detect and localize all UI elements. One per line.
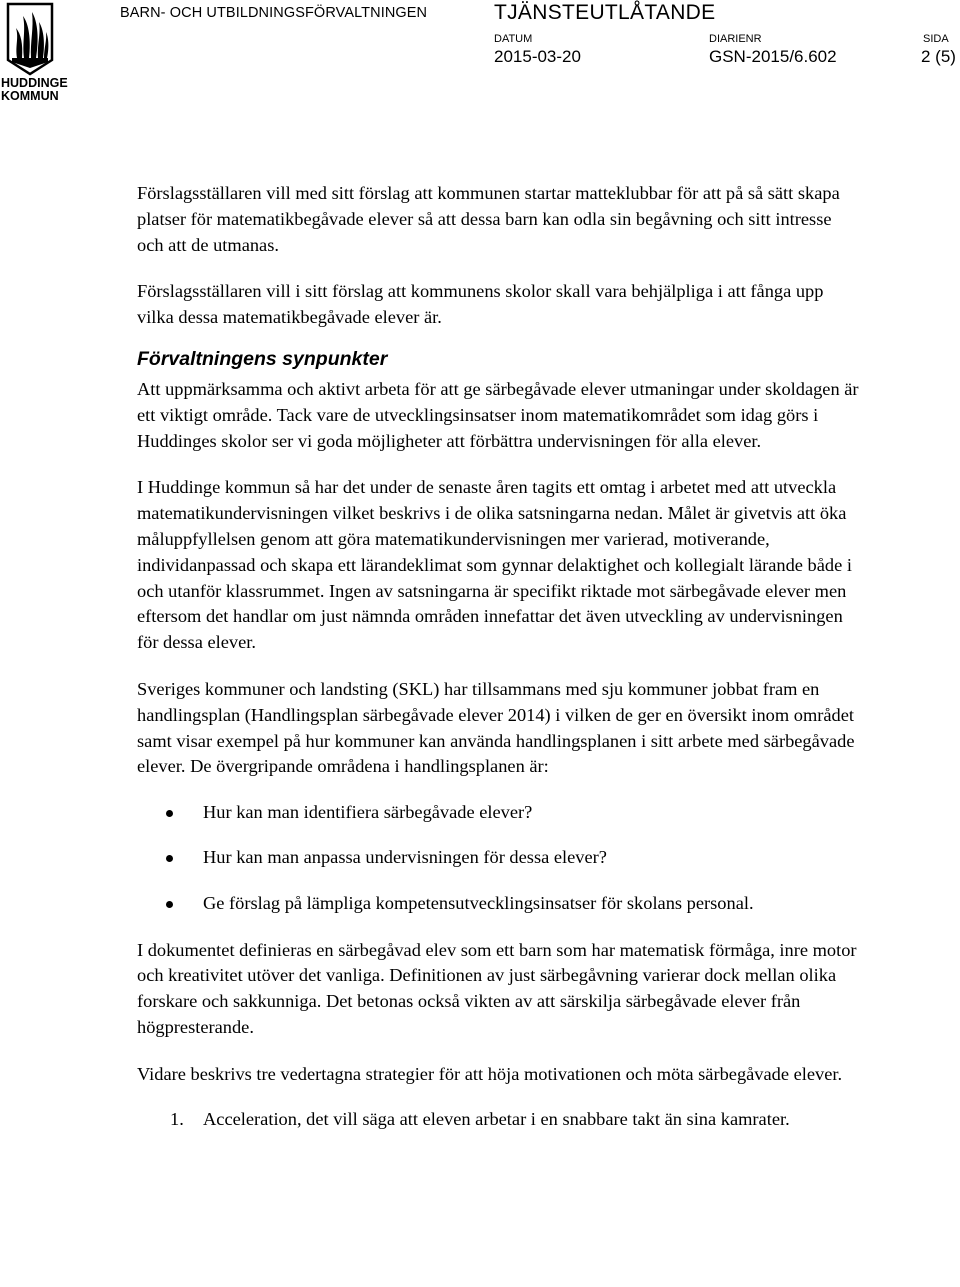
paragraph: I dokumentet definieras en särbegåvad elev som ett barn som har matematisk förmåga, inre motor och kreativitet utöver det vanliga. Definitionen av just särbegåvning varierar dock mellan olika forskare och sakkunniga. Det betonas också vikten av att särskilja särbegåvade elever från högpresterande.	[137, 939, 857, 1037]
paragraph: Förslagsställaren vill i sitt förslag att kommunens skolor skall vara behjälpliga i att fånga upp vilka dessa matematikbegåvade elever är.	[137, 281, 824, 328]
paragraph: Sveriges kommuner och landsting (SKL) har tillsammans med sju kommuner jobbat fram en handlingsplan (Handlingsplan särbegåvade elever 2014) i vilken de ger en översikt inom området samt visar exempel på hur kommuner kan använda handlingsplanen i sitt arbete med särbegåvade elever. De övergripande områdena i handlingsplanen är:	[137, 678, 855, 777]
list-item-text: Hur kan man identifiera särbegåvade elever?	[203, 802, 533, 823]
logo-text-line2: KOMMUN	[1, 89, 59, 103]
paragraph: Förslagsställaren vill med sitt förslag att kommunen startar matteklubbar för att på så sätt skapa platser för matematikbegåvade elever så att dessa barn kan odla sin begåvning och sitt intresse och att de utmanas.	[137, 183, 840, 255]
diarienr-value: GSN-2015/6.602	[709, 47, 837, 66]
section-heading: Förvaltningens synpunkter	[137, 347, 388, 370]
municipality-logo	[0, 2, 66, 106]
document-body	[137, 181, 859, 1132]
bullet-icon	[166, 810, 173, 817]
numbered-list	[137, 1107, 859, 1133]
bullet-icon	[166, 901, 173, 908]
page-label: SIDA	[923, 33, 949, 45]
list-item	[137, 891, 859, 917]
list-item	[137, 845, 859, 871]
coat-of-arms-icon	[4, 2, 56, 76]
list-item	[137, 1107, 859, 1133]
paragraph: I Huddinge kommun så har det under de senaste åren tagits ett omtag i arbetet med att utveckla matematikundervisningen vilket beskrivs i de olika satsningarna nedan. Målet är givetvis att öka måluppfyllelsen genom att göra matematikundervisningen mer varierad, motiverande, individanpassad och skapa ett lärandeklimat som gynnar delaktighet och kollegialt lärande både i och utanför klassrummet. Ingen av satsningarna är specifikt riktade mot särbegåvade elever men eftersom det handlar om just nämnda områden innefattar det även utveckling av undervisningen för dessa elever.	[137, 477, 852, 653]
paragraph: Att uppmärksamma och aktivt arbeta för att ge särbegåvade elever utmaningar under skoldagen är ett viktigt område. Tack vare de utvecklingsinsatser inom matematikområdet som idag görs i Huddinges skolor ser vi goda möjligheter att förbättra undervisningen för alla elever.	[137, 378, 859, 451]
logo-text-line1: HUDDINGE	[1, 76, 68, 90]
paragraph: Vidare beskrivs tre vedertagna strategier för att höja motivationen och möta särbegåvade elever.	[137, 1063, 843, 1084]
document-type: TJÄNSTEUTLÅTANDE	[494, 1, 716, 24]
list-item-text: Acceleration, det vill säga att eleven arbetar i en snabbare takt än sina kamrater.	[203, 1108, 790, 1129]
list-number: 1.	[170, 1108, 184, 1129]
date-value: 2015-03-20	[494, 47, 581, 66]
date-label: DATUM	[494, 33, 533, 45]
department-name: BARN- OCH UTBILDNINGSFÖRVALTNINGEN	[120, 5, 428, 21]
page-number: 2 (5)	[921, 47, 956, 66]
diarienr-label: DIARIENR	[709, 33, 762, 45]
list-item-text: Hur kan man anpassa undervisningen för dessa elever?	[203, 846, 607, 867]
list-item	[137, 800, 859, 826]
bullet-icon	[166, 855, 173, 862]
bullet-list	[137, 800, 859, 916]
list-item-text: Ge förslag på lämpliga kompetensutvecklingsinsatser för skolans personal.	[203, 892, 754, 913]
